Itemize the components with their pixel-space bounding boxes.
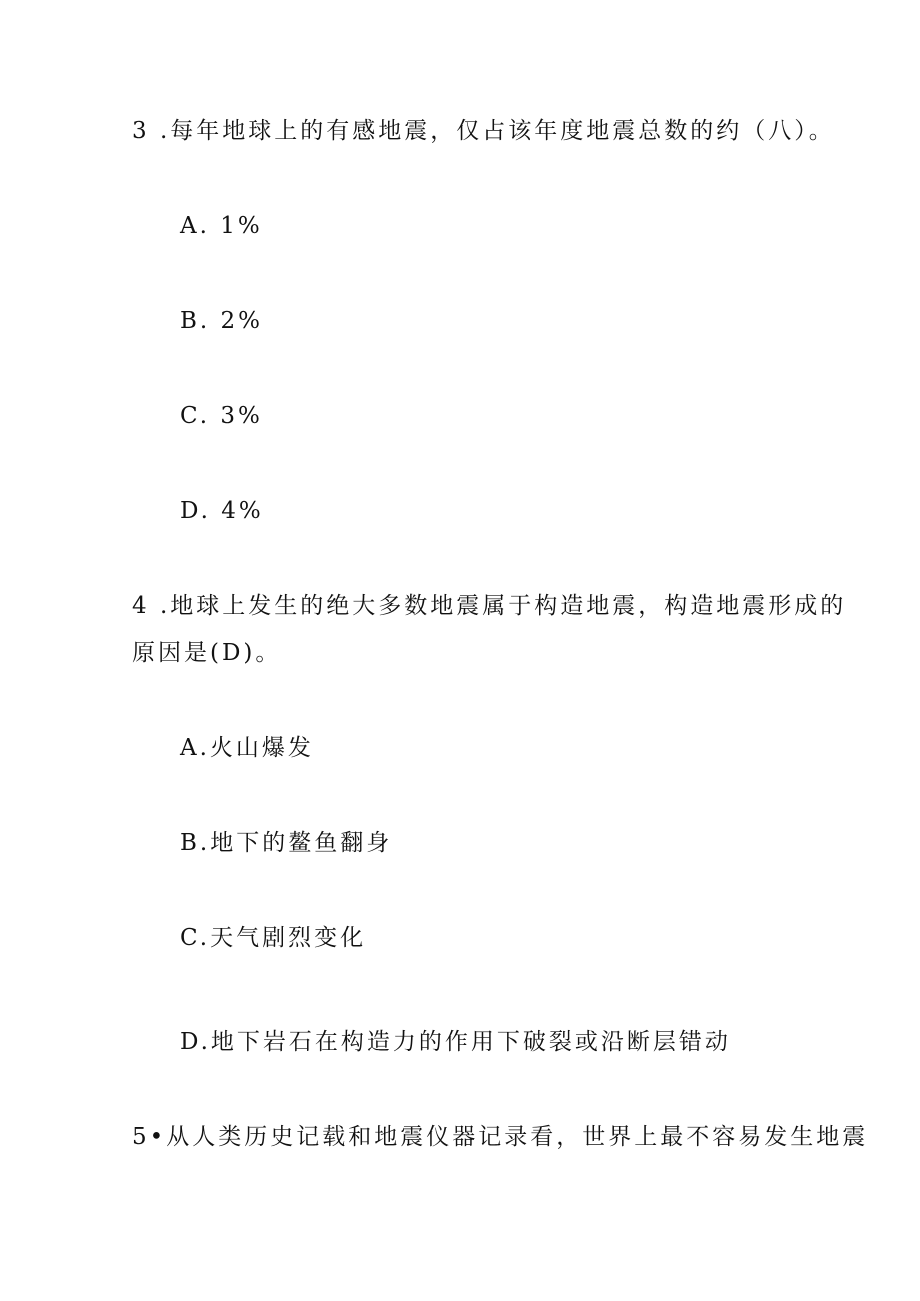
- question-3-text: 3 .每年地球上的有感地震，仅占该年度地震总数的约（八）。: [132, 118, 835, 144]
- question-4-option-d: D.地下岩石在构造力的作用下破裂或沿断层错动: [180, 1029, 731, 1055]
- question-5-text: 5•从人类历史记载和地震仪器记录看，世界上最不容易发生地震: [132, 1124, 869, 1150]
- question-4-option-b: B.地下的鳌鱼翻身: [180, 830, 393, 856]
- question-3-option-c: C. 3%: [180, 403, 263, 429]
- question-4-text-line-2: 原因是(D)。: [132, 640, 282, 666]
- question-3-option-b: B. 2%: [180, 308, 264, 334]
- question-3-option-d: D. 4%: [180, 498, 264, 524]
- question-4-text-line-1: 4 .地球上发生的绝大多数地震属于构造地震，构造地震形成的: [132, 593, 847, 619]
- question-4-option-a: A.火山爆发: [180, 735, 314, 761]
- question-4-option-c: C.天气剧烈变化: [180, 925, 367, 951]
- question-3-option-a: A. 1%: [180, 213, 263, 239]
